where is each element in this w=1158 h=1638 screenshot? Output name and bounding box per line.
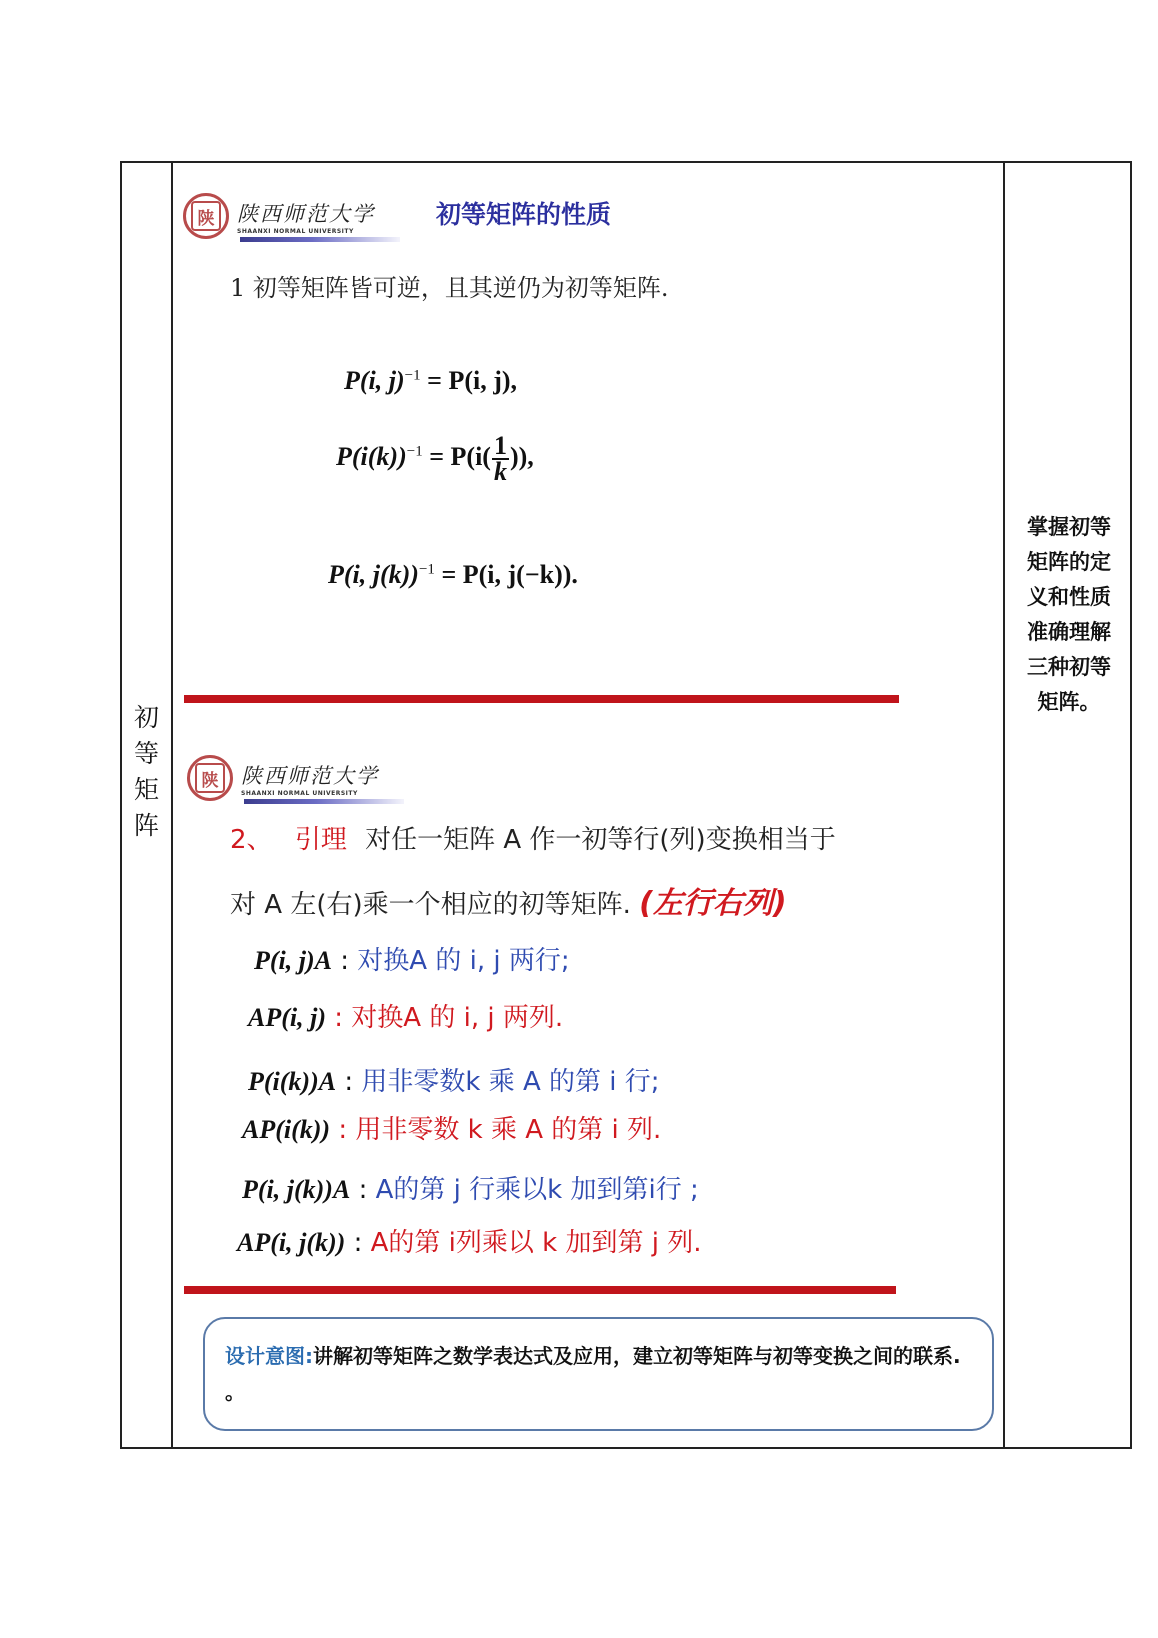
- column-divider-right: [1003, 161, 1005, 1449]
- column-divider-left: [171, 161, 173, 1449]
- slide-divider-bar: [184, 695, 899, 703]
- university-seal-icon: 陕: [187, 755, 233, 801]
- topic-char: 等: [133, 739, 159, 768]
- rule-row: P(i(k))A : 用非零数k 乘 A 的第 i 行;: [248, 1067, 660, 1097]
- university-name-cn: 陕西师范大学: [237, 201, 375, 226]
- objective-line: 掌握初等: [1027, 515, 1111, 539]
- formula-scale-inverse: $P(i(k))^{-1} = P(i$( $\frac{1}{k}$ )),: [336, 431, 534, 486]
- rule-row: AP(i(k)) : 用非零数 k 乘 A 的第 i 列.: [242, 1115, 662, 1145]
- property-statement: 1 初等矩阵皆可逆，且其逆仍为初等矩阵.: [230, 274, 669, 302]
- slide-divider-bar: [184, 1286, 896, 1294]
- rule-row: AP(i, j) : 对换A 的 i, j 两列.: [248, 1003, 564, 1033]
- rule-row: AP(i, j(k)) : A的第 i列乘以 k 加到第 j 列.: [237, 1228, 702, 1258]
- objective-line: 准确理解: [1027, 620, 1111, 644]
- objective-line: 矩阵的定: [1027, 550, 1111, 574]
- lemma-line-2: 对 A 左(右)乘一个相应的初等矩阵. (左行右列): [230, 886, 787, 921]
- university-name-en: SHAANXI NORMAL UNIVERSITY: [237, 227, 354, 235]
- rule-row: P(i, j(k))A : A的第 j 行乘以k 加到第i行 ;: [242, 1175, 699, 1205]
- objective-note: [1010, 510, 1128, 720]
- formula-swap-inverse: P(i, j)$^{-1}$ = P(i, j),: [344, 366, 518, 395]
- design-intent-label: 设计意图:: [225, 1344, 313, 1368]
- rule-row: P(i, j)A : 对换A 的 i, j 两行;: [254, 946, 570, 976]
- header-underline: [244, 799, 404, 804]
- lemma-line-1: 2、 引理 对任一矩阵 A 作一初等行(列)变换相当于: [230, 825, 836, 855]
- header-underline: [240, 237, 400, 242]
- university-name-cn: 陕西师范大学: [241, 763, 379, 788]
- topic-char: 阵: [133, 811, 159, 840]
- university-logo: [183, 193, 375, 239]
- university-name-en: SHAANXI NORMAL UNIVERSITY: [241, 789, 358, 797]
- fraction: $\frac{1}{k}$: [493, 431, 507, 486]
- topic-char: 初: [133, 703, 159, 732]
- university-seal-icon: 陕: [183, 193, 229, 239]
- objective-line: 矩阵。: [1037, 690, 1101, 714]
- formula-add-inverse: P(i, j(k))$^{-1}$ = P(i, j(−k)).: [328, 560, 578, 589]
- objective-line: 义和性质: [1027, 585, 1111, 609]
- objective-line: 三种初等: [1027, 655, 1111, 679]
- topic-char: 矩: [133, 775, 159, 804]
- university-logo: [187, 755, 379, 801]
- topic-label: [122, 700, 171, 844]
- slide-title: 初等矩阵的性质: [436, 200, 612, 229]
- design-intent-text: 设计意图:讲解初等矩阵之数学表达式及应用，建立初等矩阵与初等变换之间的联系. 。: [225, 1344, 961, 1404]
